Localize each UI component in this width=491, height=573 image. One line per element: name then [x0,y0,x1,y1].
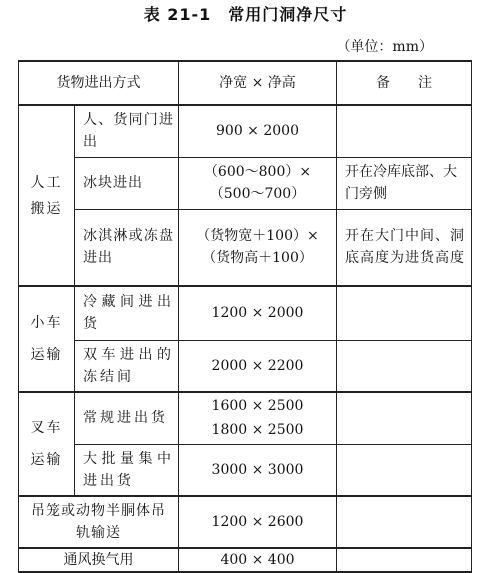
size-people: 900 × 2000 [179,105,337,157]
size-ice: （600～800）×（500～700） [179,157,337,209]
note-freeze [337,340,472,392]
table-row [19,548,472,572]
table-row [19,444,472,496]
size-normal: 1600 × 2500 1800 × 2500 [179,392,337,444]
method-freeze: 双车进出的冻结间 [75,340,179,392]
group-forklift: 叉车运输 [19,392,75,496]
door-size-table [18,60,472,573]
header-note: 备 注 [337,61,472,105]
note-bulk [337,444,472,496]
note-ice: 开在冷库底部、大门旁侧 [337,157,472,209]
size-vent: 400 × 400 [179,548,337,572]
size-freeze: 2000 × 2200 [179,340,337,392]
table-row [19,496,472,548]
table-row [19,157,472,209]
method-hook: 吊笼或动物半胴体吊轨输送 [19,496,179,548]
header-method: 货物进出方式 [19,61,179,105]
method-normal: 常规进出货 [75,392,179,444]
note-icecream: 开在大门中间、洞底高度为进货高度 [337,209,472,286]
size-bulk: 3000 × 3000 [179,444,337,496]
note-chill [337,286,472,340]
group-cart: 小车运输 [19,286,75,392]
method-chill: 冷藏间进出货 [75,286,179,340]
unit-label: （单位：mm） [336,39,433,55]
method-bulk: 大批量集中进出货 [75,444,179,496]
table-row [19,209,472,286]
method-ice: 冰块进出 [75,157,179,209]
group-manual: 人工搬运 [19,105,75,286]
size-hook: 1200 × 2600 [179,496,337,548]
table-row [19,286,472,340]
header-row [19,61,472,105]
table-title: 表 21-1 常用门洞净尺寸 [143,5,348,24]
table-row [19,105,472,157]
note-normal [337,392,472,444]
header-size: 净宽 × 净高 [179,61,337,105]
note-people [337,105,472,157]
method-icecream: 冰淇淋或冻盘进出 [75,209,179,286]
method-people: 人、货同门进出 [75,105,179,157]
note-vent [337,548,472,572]
table-row [19,340,472,392]
table-row [19,392,472,444]
size-icecream: （货物宽＋100）×（货物高＋100） [179,209,337,286]
method-vent: 通风换气用 [19,548,179,572]
size-chill: 1200 × 2000 [179,286,337,340]
note-hook [337,496,472,548]
